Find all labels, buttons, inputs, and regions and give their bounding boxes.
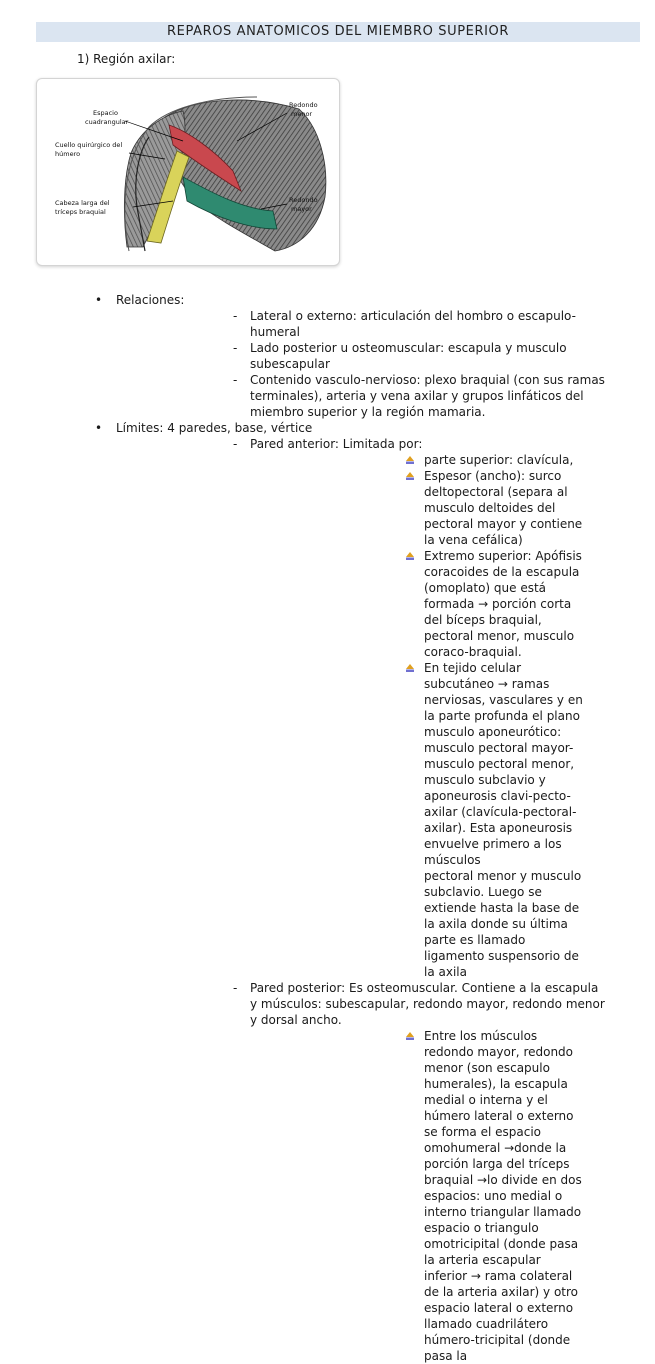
label-espacio: Espacio — [93, 109, 118, 117]
label-cabeza: Cabeza larga del — [55, 199, 110, 207]
nested-item-text: Entre los músculos redondo mayor, redondo menor (son escapulo humerales), la escapula medial o interna y el húmero lateral o externo se forma el espacio omohumeral →donde la porción larga del tríceps braquial →lo divide en dos espacios: uno medial o interno triangular llamado espacio o triangulo omotricipital (donde pasa la arteria escapular inferior → rama colateral de la arteria axilar) y otro espacio lateral o externo llamado cuadrilátero húmero-tricipital (donde pasa la — [424, 1029, 582, 1363]
list-item-relaciones — [0, 292, 655, 420]
label-redondo-menor-1: Redondo — [289, 101, 318, 109]
nested-item-text: Espesor (ancho): surco deltopectoral (separa al musculo deltoides del pectoral mayor y contiene la vena cefálica) — [424, 469, 583, 547]
dash-icon: - — [233, 981, 238, 995]
nested-list-item — [250, 1028, 609, 1364]
page-title: REPAROS ANATOMICOS DEL MIEMBRO SUPERIOR — [36, 22, 640, 42]
nested-list-item — [250, 548, 609, 660]
bullet-arrow-icon — [405, 551, 415, 561]
anatomy-figure — [36, 78, 340, 266]
sub-list — [116, 436, 635, 1364]
bullet-arrow-icon — [405, 455, 415, 465]
nested-list-item — [250, 660, 609, 980]
nested-item-continuation: pectoral menor y musculo subclavio. Luego se extiende hasta la base de la axila donde su última parte es llamado ligamento suspensorio de la axila — [424, 869, 582, 979]
nested-list-item — [250, 468, 609, 548]
section-heading: 1) Región axilar: — [77, 52, 176, 66]
bullet-arrow-icon — [405, 663, 415, 673]
dash-icon: - — [233, 341, 238, 355]
dash-icon: - — [233, 309, 238, 323]
sub-list-item-text: Pared anterior: Limitada por: — [250, 437, 423, 451]
sub-list-item — [116, 372, 635, 420]
label-redondo-menor-2: menor — [291, 110, 313, 118]
nested-item-text: parte superior: clavícula, — [424, 453, 574, 467]
label-cuadrangular: cuadrangular — [85, 118, 129, 126]
sub-list-item-text: Contenido vasculo-nervioso: plexo braquial (con sus ramas terminales), arteria y vena axilar y grupos linfáticos del miembro superior y la región mamaria. — [250, 373, 605, 419]
notes-content — [0, 292, 655, 1364]
bullet-icon: • — [95, 293, 103, 307]
label-triceps: tríceps braquial — [55, 208, 106, 216]
nested-item-text: Extremo superior: Apófisis coracoides de la escapula (omoplato) que está formada → porción corta del bíceps braquial, pectoral menor, musculo coraco-braquial. — [424, 549, 582, 659]
label-humero: húmero — [55, 150, 81, 158]
list-item-limites — [0, 420, 655, 1364]
nested-list — [250, 452, 609, 980]
main-list — [0, 292, 655, 1364]
nested-item-text: En tejido celular subcutáneo → ramas nerviosas, vasculares y en la parte profunda el plano musculo aponeurótico: musculo pectoral mayor- musculo pectoral menor, musculo subclavio y aponeurosis clavi-pecto-axilar (clavícula-pectoral-axilar). Esta aponeurosis envuelve primero a los músculos — [424, 661, 583, 867]
bullet-arrow-icon — [405, 1031, 415, 1041]
sub-list-item-pared-posterior — [116, 980, 635, 1364]
sub-list-item — [116, 340, 635, 372]
dash-icon: - — [233, 373, 238, 387]
sub-list — [116, 308, 635, 420]
dash-icon: - — [233, 437, 238, 451]
bullet-arrow-icon — [405, 471, 415, 481]
label-redondo-mayor-2: mayor — [291, 205, 312, 213]
nested-list — [250, 1028, 609, 1364]
sub-list-item-text: Lado posterior u osteomuscular: escapula y musculo subescapular — [250, 341, 567, 371]
sub-list-item-text: Pared posterior: Es osteomuscular. Contiene a la escapula y músculos: subescapular, redondo mayor, redondo menor y dorsal ancho. — [250, 981, 605, 1027]
list-item-text: Límites: 4 paredes, base, vértice — [116, 421, 313, 435]
sub-list-item-pared-anterior — [116, 436, 635, 980]
scapular-muscles — [165, 100, 326, 251]
axilla-illustration — [37, 79, 339, 265]
nested-list-item — [250, 452, 609, 468]
list-item-text: Relaciones: — [116, 293, 185, 307]
label-redondo-mayor-1: Redondo — [289, 196, 318, 204]
sub-list-item-text: Lateral o externo: articulación del hombro o escapulo-humeral — [250, 309, 576, 339]
bullet-icon: • — [95, 421, 103, 435]
label-cuello: Cuello quirúrgico del — [55, 141, 123, 149]
sub-list-item — [116, 308, 635, 340]
